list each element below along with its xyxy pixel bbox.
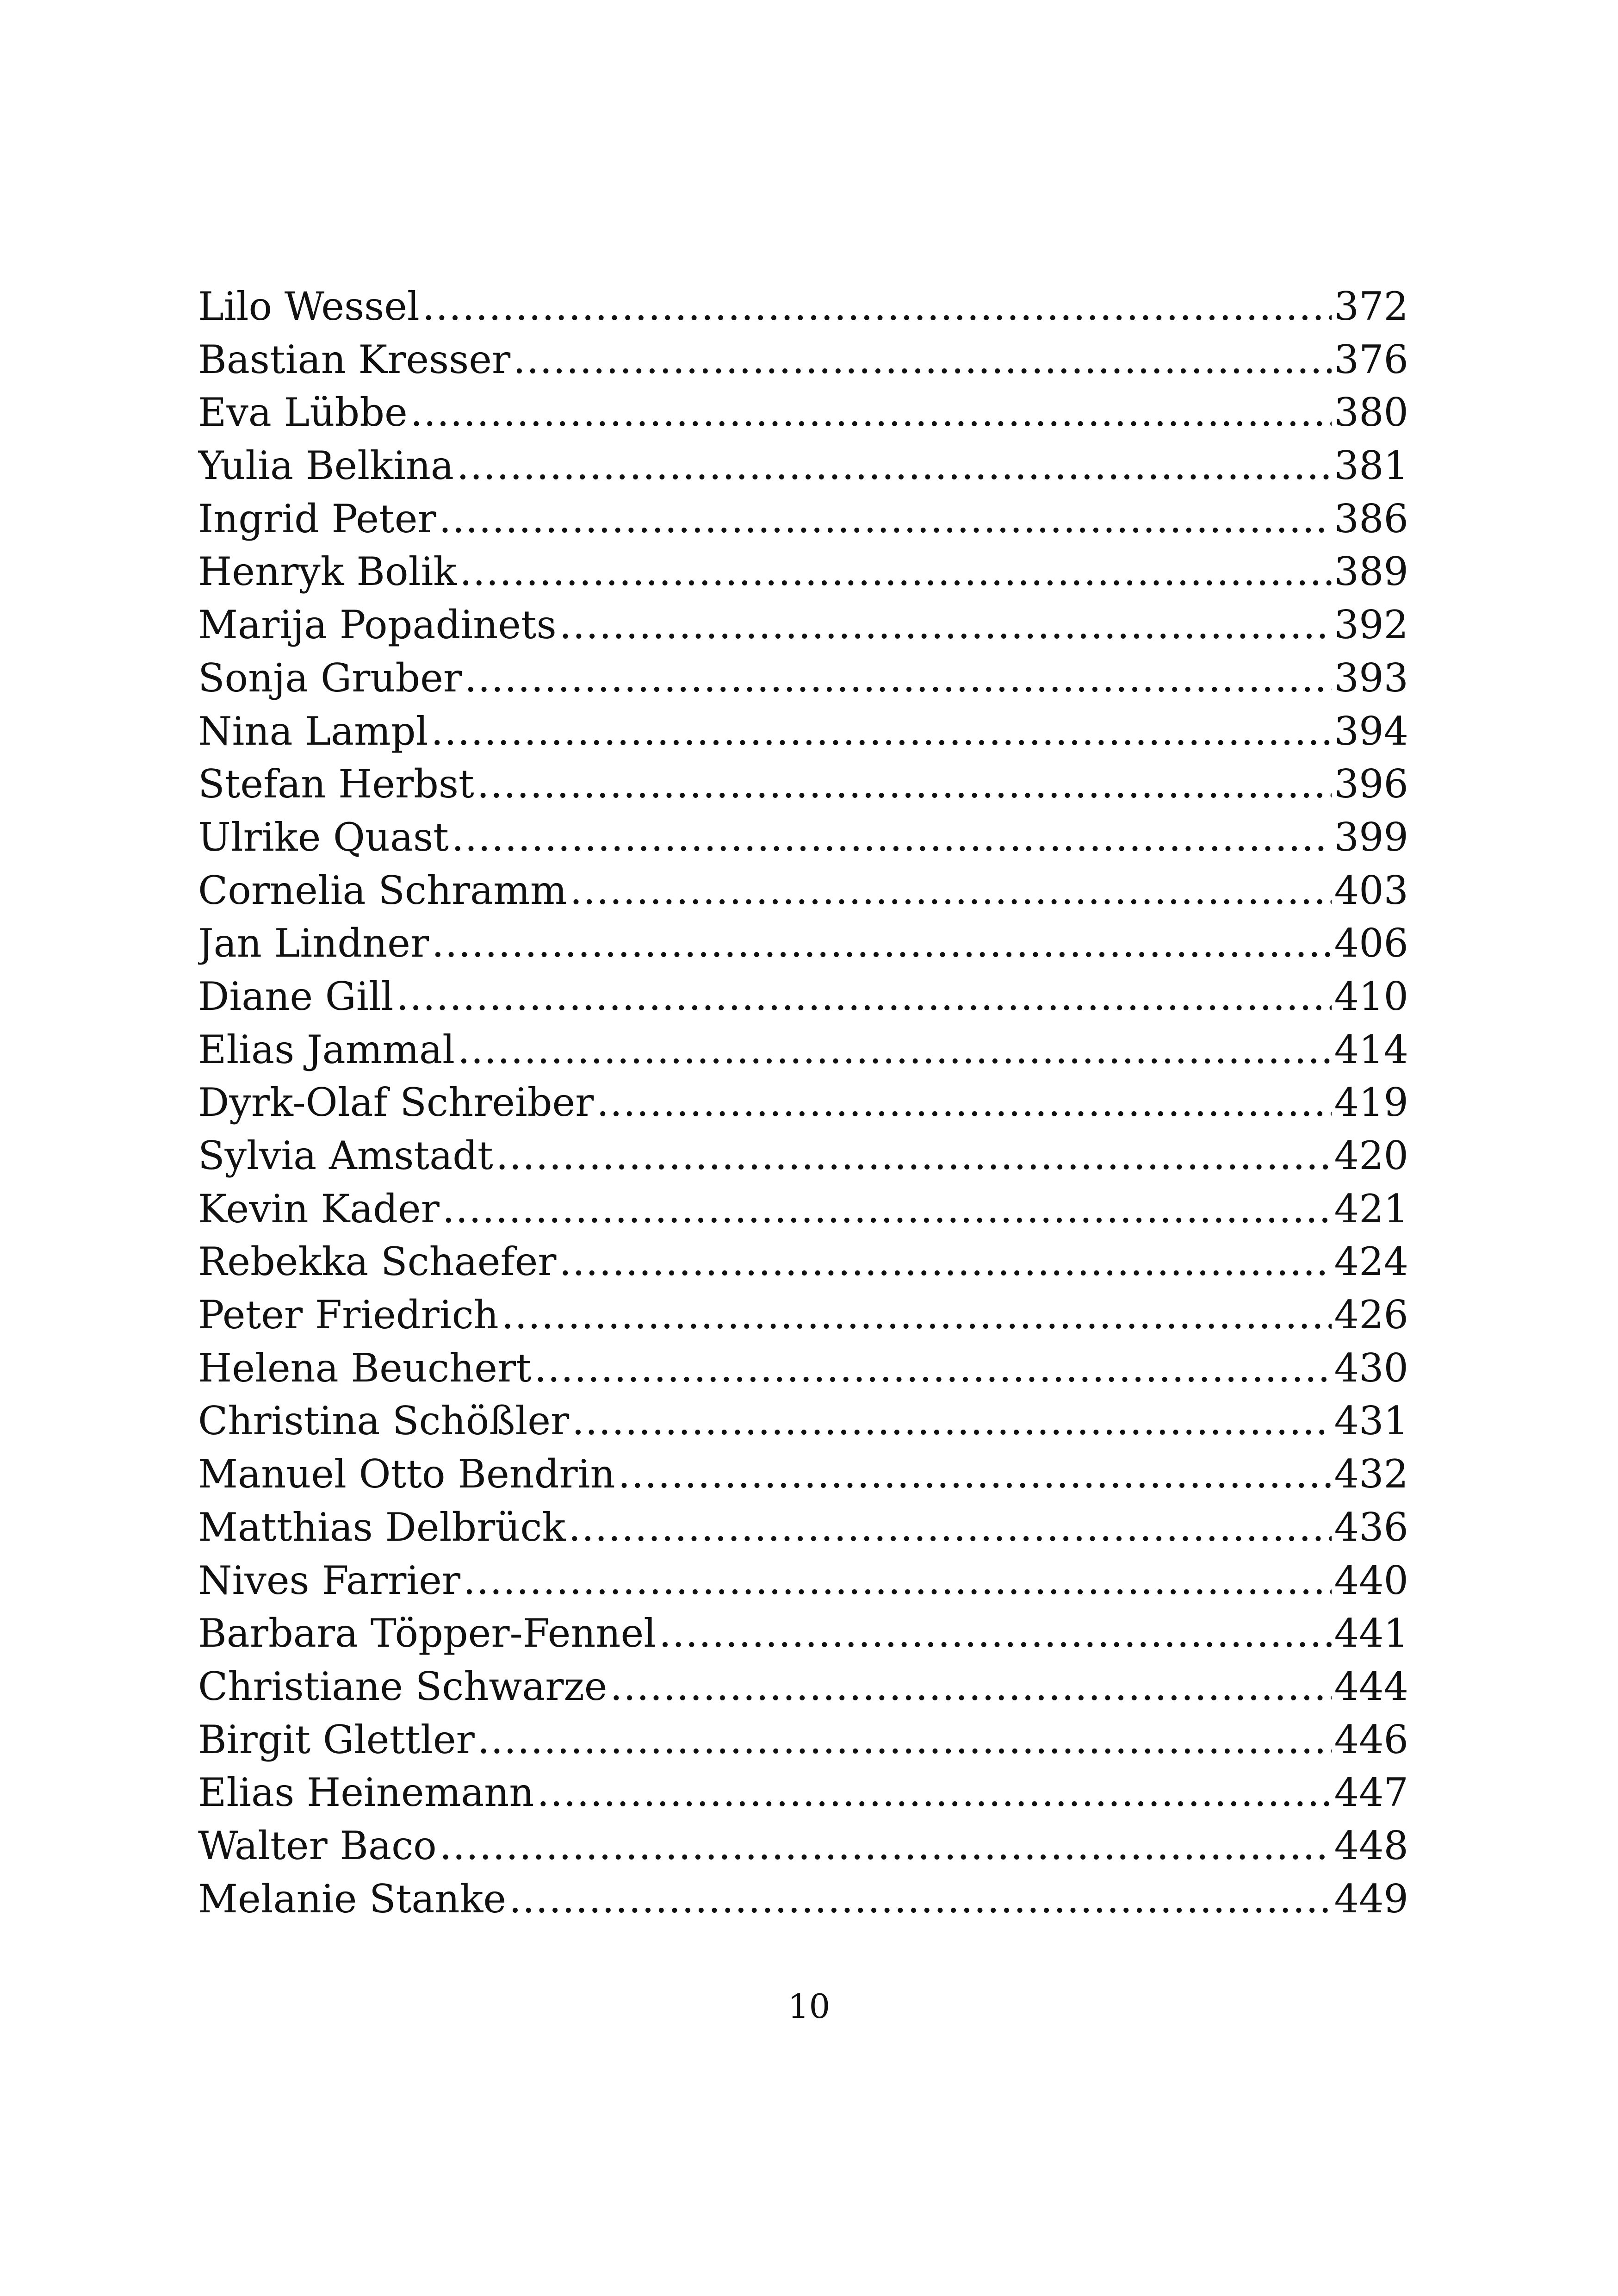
dot-leader bbox=[568, 1501, 1331, 1554]
toc-entry-name: Marija Popadinets bbox=[198, 602, 557, 648]
toc-entry bbox=[198, 1819, 1408, 1873]
toc-entry-name: Matthias Delbrück bbox=[198, 1504, 566, 1550]
toc-entry-page: 446 bbox=[1334, 1717, 1408, 1762]
dot-leader bbox=[537, 1766, 1332, 1819]
dot-leader bbox=[618, 1448, 1332, 1501]
toc-entry-page: 406 bbox=[1334, 921, 1408, 966]
toc-entry-page: 376 bbox=[1334, 336, 1408, 382]
toc-entry-page: 393 bbox=[1334, 655, 1408, 701]
toc-entry-page: 419 bbox=[1334, 1080, 1408, 1126]
toc-entry-page: 414 bbox=[1334, 1027, 1408, 1072]
dot-leader bbox=[534, 1342, 1332, 1395]
toc-entry bbox=[198, 1607, 1408, 1660]
dot-leader bbox=[422, 280, 1332, 333]
dot-leader bbox=[459, 545, 1331, 598]
toc-entry-name: Dyrk-Olaf Schreiber bbox=[198, 1080, 594, 1126]
toc-entry-name: Elias Jammal bbox=[198, 1027, 455, 1072]
toc-entry-page: 431 bbox=[1334, 1398, 1408, 1444]
toc-entry bbox=[198, 1394, 1408, 1448]
toc-entry-page: 424 bbox=[1334, 1239, 1408, 1285]
toc-entry bbox=[198, 1076, 1408, 1129]
toc-entry-page: 449 bbox=[1334, 1876, 1408, 1922]
toc-entry-page: 448 bbox=[1334, 1823, 1408, 1868]
toc-entry bbox=[198, 545, 1408, 598]
toc-entry bbox=[198, 1660, 1408, 1713]
dot-leader bbox=[513, 333, 1332, 386]
toc-entry bbox=[198, 386, 1408, 439]
toc-entry bbox=[198, 492, 1408, 546]
dot-leader bbox=[509, 1873, 1332, 1926]
toc-entry-page: 440 bbox=[1334, 1557, 1408, 1603]
toc-entry-page: 372 bbox=[1334, 284, 1408, 329]
dot-leader bbox=[457, 439, 1332, 492]
toc-entry-name: Sonja Gruber bbox=[198, 655, 462, 701]
toc-entry-page: 381 bbox=[1334, 443, 1408, 489]
dot-leader bbox=[439, 492, 1332, 546]
toc-entry-name: Peter Friedrich bbox=[198, 1292, 499, 1338]
toc-entry bbox=[198, 1448, 1408, 1501]
toc-entry-page: 436 bbox=[1334, 1504, 1408, 1550]
dot-leader bbox=[410, 386, 1332, 439]
page-number: 10 bbox=[787, 1987, 831, 2026]
toc-entry-name: Diane Gill bbox=[198, 973, 394, 1019]
toc-entry-name: Helena Beuchert bbox=[198, 1345, 532, 1391]
toc-entry-name: Bastian Kresser bbox=[198, 336, 511, 382]
toc-entry-name: Walter Baco bbox=[198, 1823, 437, 1868]
toc-entry-page: 430 bbox=[1334, 1345, 1408, 1391]
dot-leader bbox=[596, 1076, 1331, 1129]
dot-leader bbox=[502, 1288, 1332, 1342]
toc-entry bbox=[198, 280, 1408, 333]
toc-entry bbox=[198, 1713, 1408, 1767]
toc-entry bbox=[198, 439, 1408, 492]
toc-entry bbox=[198, 1873, 1408, 1926]
toc-entry-name: Christina Schößler bbox=[198, 1398, 570, 1444]
toc-entry-page: 410 bbox=[1334, 973, 1408, 1019]
toc-entry-name: Sylvia Amstadt bbox=[198, 1133, 493, 1178]
toc-entry-page: 421 bbox=[1334, 1186, 1408, 1232]
toc-entry-name: Melanie Stanke bbox=[198, 1876, 507, 1922]
toc-entry bbox=[198, 333, 1408, 386]
toc-entry-name: Ingrid Peter bbox=[198, 496, 436, 541]
dot-leader bbox=[659, 1607, 1332, 1660]
dot-leader bbox=[496, 1129, 1332, 1182]
toc-entry-name: Rebekka Schaefer bbox=[198, 1239, 557, 1285]
toc-entry-page: 380 bbox=[1334, 390, 1408, 436]
toc-entry-name: Christiane Schwarze bbox=[198, 1663, 608, 1709]
dot-leader bbox=[572, 1394, 1332, 1448]
toc-entry-page: 444 bbox=[1334, 1663, 1408, 1709]
toc-entry-page: 389 bbox=[1334, 549, 1408, 595]
toc-entry-name: Elias Heinemann bbox=[198, 1770, 534, 1816]
toc-entry-page: 403 bbox=[1334, 867, 1408, 913]
toc-entry-page: 426 bbox=[1334, 1292, 1408, 1338]
toc-entry-name: Nina Lampl bbox=[198, 708, 428, 754]
dot-leader bbox=[432, 917, 1332, 970]
toc-entry bbox=[198, 811, 1408, 864]
toc-entry-name: Eva Lübbe bbox=[198, 390, 408, 436]
toc-entry bbox=[198, 758, 1408, 811]
toc-entry-name: Lilo Wessel bbox=[198, 284, 420, 329]
toc-entry-page: 447 bbox=[1334, 1770, 1408, 1816]
dot-leader bbox=[431, 705, 1331, 758]
dot-leader bbox=[559, 598, 1332, 652]
toc-entry bbox=[198, 970, 1408, 1023]
toc-entry-page: 420 bbox=[1334, 1133, 1408, 1178]
toc-entry bbox=[198, 1182, 1408, 1236]
toc-entry bbox=[198, 705, 1408, 758]
toc-entry bbox=[198, 864, 1408, 917]
toc-entry-page: 392 bbox=[1334, 602, 1408, 648]
toc-entry bbox=[198, 1342, 1408, 1395]
toc-entry-name: Jan Lindner bbox=[198, 921, 429, 966]
toc-entry-name: Stefan Herbst bbox=[198, 761, 474, 807]
toc-entry-name: Cornelia Schramm bbox=[198, 867, 567, 913]
dot-leader bbox=[397, 970, 1332, 1023]
dot-leader bbox=[442, 1182, 1332, 1236]
toc-entry-page: 396 bbox=[1334, 761, 1408, 807]
toc-entry-name: Nives Farrier bbox=[198, 1557, 461, 1603]
toc-entry bbox=[198, 652, 1408, 705]
dot-leader bbox=[463, 1554, 1332, 1607]
toc-entry-page: 386 bbox=[1334, 496, 1408, 541]
toc-entry bbox=[198, 1235, 1408, 1288]
dot-leader bbox=[440, 1819, 1332, 1873]
toc-entry-page: 399 bbox=[1334, 814, 1408, 860]
toc-entry bbox=[198, 917, 1408, 970]
dot-leader bbox=[477, 1713, 1332, 1767]
toc-entry-name: Henryk Bolik bbox=[198, 549, 457, 595]
toc-entry bbox=[198, 1766, 1408, 1819]
dot-leader bbox=[570, 864, 1332, 917]
table-of-contents bbox=[198, 280, 1408, 1925]
toc-entry-page: 432 bbox=[1334, 1451, 1408, 1497]
toc-entry bbox=[198, 1023, 1408, 1076]
toc-entry-page: 441 bbox=[1334, 1611, 1408, 1656]
toc-entry-name: Ulrike Quast bbox=[198, 814, 449, 860]
toc-entry-name: Birgit Glettler bbox=[198, 1717, 475, 1762]
dot-leader bbox=[610, 1660, 1332, 1713]
toc-entry bbox=[198, 598, 1408, 652]
toc-entry bbox=[198, 1554, 1408, 1607]
dot-leader bbox=[477, 758, 1332, 811]
dot-leader bbox=[458, 1023, 1332, 1076]
toc-entry bbox=[198, 1288, 1408, 1342]
dot-leader bbox=[559, 1235, 1331, 1288]
toc-entry-name: Kevin Kader bbox=[198, 1186, 440, 1232]
toc-entry-name: Manuel Otto Bendrin bbox=[198, 1451, 615, 1497]
toc-entry-name: Barbara Töpper-Fennel bbox=[198, 1611, 657, 1656]
dot-leader bbox=[465, 652, 1332, 705]
toc-entry-name: Yulia Belkina bbox=[198, 443, 454, 489]
toc-entry bbox=[198, 1501, 1408, 1554]
dot-leader bbox=[452, 811, 1332, 864]
toc-entry-page: 394 bbox=[1334, 708, 1408, 754]
toc-entry bbox=[198, 1129, 1408, 1182]
